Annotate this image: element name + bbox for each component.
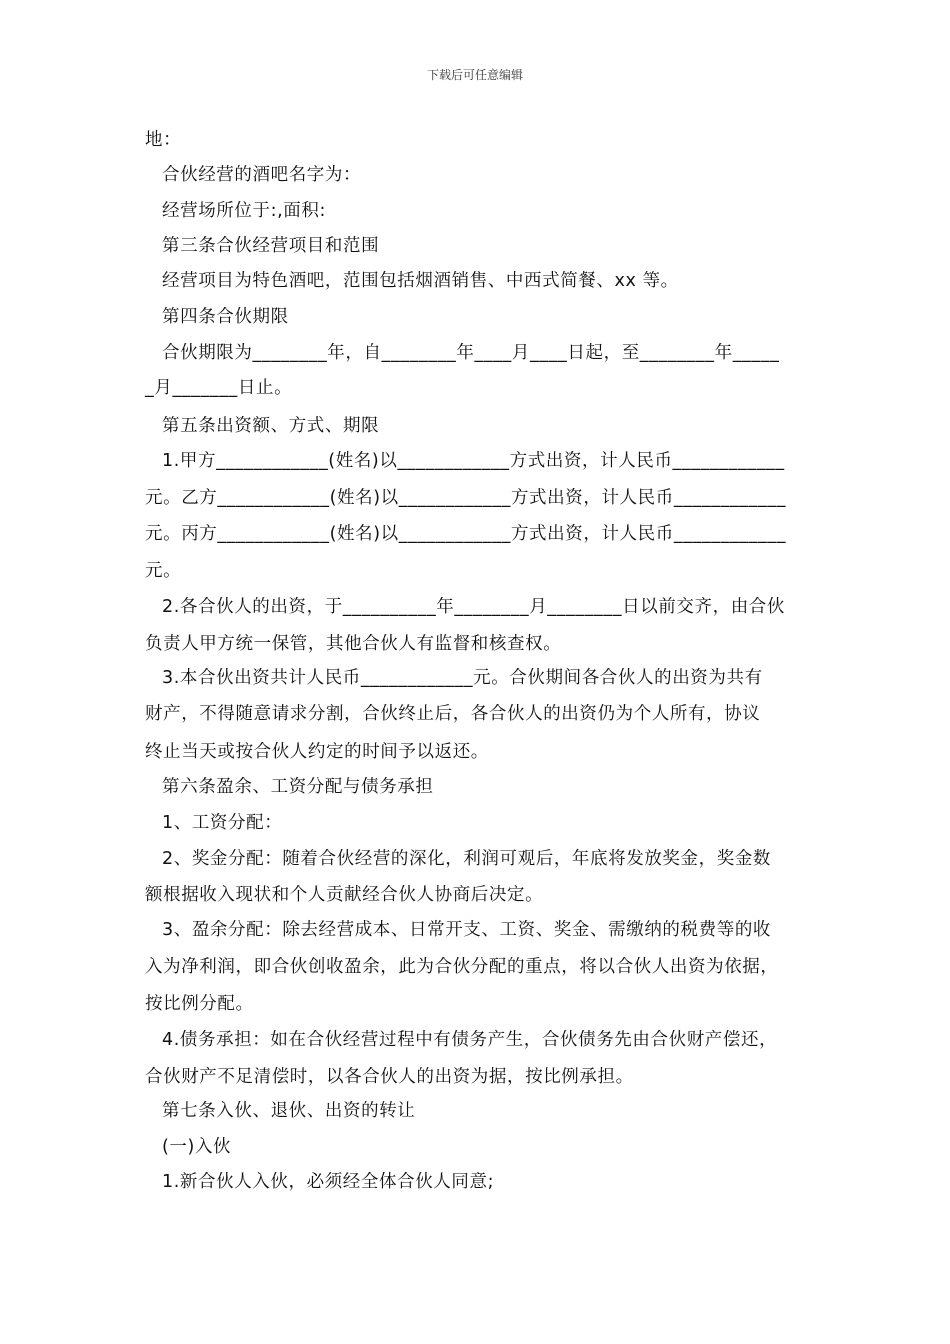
text-line: 合伙财产不足清偿时，以各合伙人的出资为据，按比例承担。 — [145, 1067, 634, 1087]
text-line: 合伙经营的酒吧名字为： — [162, 165, 362, 185]
text-line: 合伙期限为________年，自________年____月____日起，至________年_____ — [162, 343, 780, 363]
section-heading: 第三条合伙经营项目和范围 — [162, 236, 380, 256]
text-line: 额根据收入现状和个人贡献经合伙人协商后决定。 — [145, 885, 544, 905]
section-heading: 第四条合伙期限 — [162, 307, 289, 327]
subsection-heading: (一)入伙 — [162, 1137, 232, 1157]
text-line: 财产，不得随意请求分割，合伙终止后，各合伙人的出资仍为个人所有，协议 — [145, 704, 761, 724]
text-line: 地： — [145, 130, 182, 150]
text-line: 2.各合伙人的出资，于__________年________月________日以前交齐，由合伙 — [162, 597, 785, 617]
section-heading: 第六条盈余、工资分配与债务承担 — [162, 777, 434, 797]
text-line: 1、工资分配： — [162, 813, 283, 833]
text-line: 3、盈余分配：除去经营成本、日常开支、工资、奖金、需缴纳的税费等的收 — [162, 920, 772, 940]
text-line: 2、奖金分配：随着合伙经营的深化，利润可观后，年底将发放奖金，奖金数 — [162, 849, 772, 869]
text-line: 终止当天或按合伙人约定的时间予以返还。 — [145, 742, 489, 762]
text-line: 3.本合伙出资共计人民币____________元。合伙期间各合伙人的出资为共有 — [162, 668, 763, 688]
text-line: 4.债务承担：如在合伙经营过程中有债务产生，合伙债务先由合伙财产偿还， — [162, 1030, 778, 1050]
text-line: 元。乙方____________(姓名)以____________方式出资，计人民币____________ — [145, 488, 787, 508]
text-line: _月_______日止。 — [145, 378, 293, 398]
text-line: 经营场所位于:,面积: — [162, 201, 326, 221]
section-heading: 第五条出资额、方式、期限 — [162, 416, 380, 436]
text-line: 元。丙方____________(姓名)以____________方式出资，计人民币____________ — [145, 524, 787, 544]
text-line: 负责人甲方统一保管，其他合伙人有监督和核查权。 — [145, 634, 562, 654]
text-line: 1.甲方____________(姓名)以____________方式出资，计人民币____________ — [162, 451, 785, 471]
text-line: 入为净利润，即合伙创收盈余，此为合伙分配的重点，将以合伙人出资为依据， — [145, 957, 779, 977]
page-header: 下载后可任意编辑 — [426, 68, 523, 82]
text-line: 经营项目为特色酒吧，范围包括烟酒销售、中西式简餐、xx 等。 — [162, 271, 679, 291]
text-line: 1.新合伙人入伙，必须经全体合伙人同意; — [162, 1172, 495, 1192]
section-heading: 第七条入伙、退伙、出资的转让 — [162, 1101, 416, 1121]
text-line: 按比例分配。 — [145, 994, 254, 1014]
text-line: 元。 — [145, 561, 182, 581]
